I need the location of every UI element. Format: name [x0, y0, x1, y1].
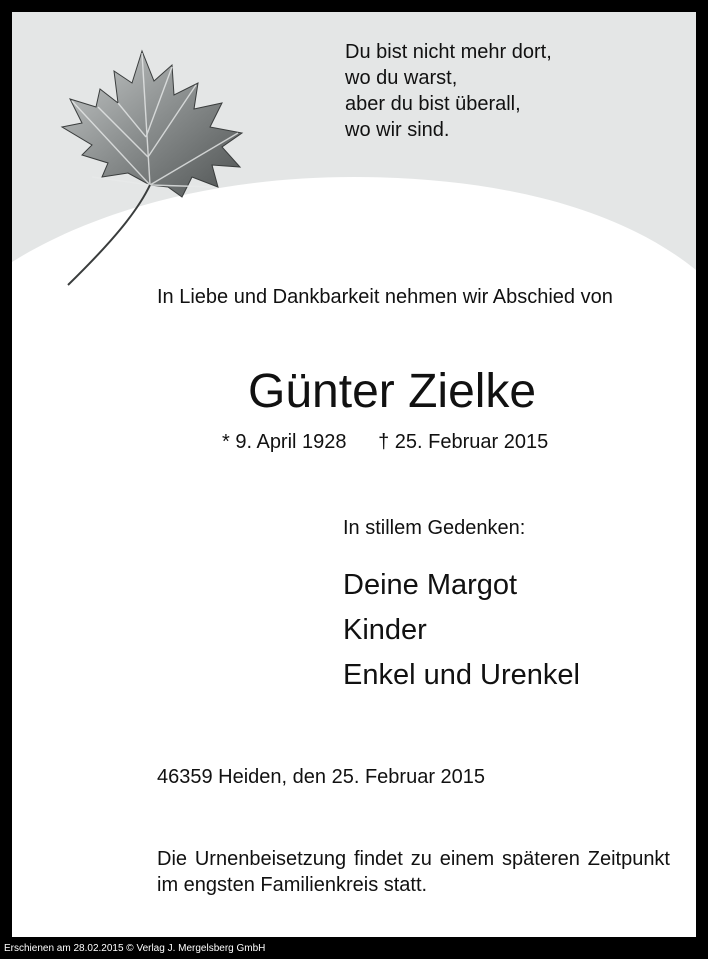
maple-leaf-icon [32, 37, 282, 287]
mourner: Enkel und Urenkel [343, 659, 580, 691]
mourners-list [343, 563, 580, 698]
burial-notice: Die Urnenbeisetzung findet zu einem späteren Zeitpunkt im engsten Familienkreis statt. [157, 848, 670, 896]
deceased-name-block [12, 364, 696, 420]
place-and-date: 46359 Heiden, den 25. Februar 2015 [157, 766, 486, 788]
poem [345, 39, 552, 143]
mourner: Kinder [343, 614, 427, 646]
remembrance-heading: In stillem Gedenken: [343, 517, 526, 539]
life-dates [222, 429, 548, 455]
publication-footer: Erschienen am 28.02.2015 © Verlag J. Mergelsberg GmbH [4, 943, 266, 954]
poem-line: wo wir sind. [345, 119, 450, 141]
mourner: Deine Margot [343, 569, 518, 601]
intro-text: In Liebe und Dankbarkeit nehmen wir Abschied von [157, 286, 613, 308]
poem-line: Du bist nicht mehr dort, [345, 41, 552, 63]
poem-line: aber du bist überall, [345, 93, 521, 115]
death-date: † 25. Februar 2015 [378, 431, 549, 453]
deceased-name: Günter Zielke [248, 365, 537, 418]
obituary-card [12, 12, 696, 937]
birth-date: * 9. April 1928 [222, 431, 347, 453]
poem-line: wo du warst, [345, 67, 458, 89]
